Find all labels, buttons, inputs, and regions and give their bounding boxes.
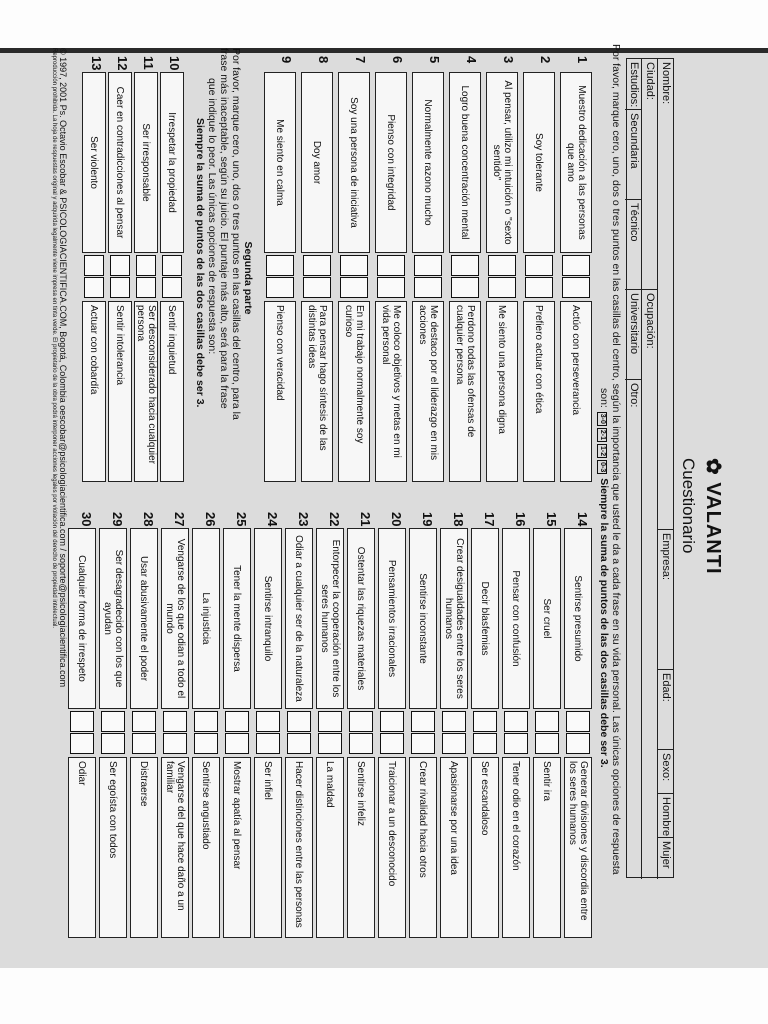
question-row [68, 512, 96, 938]
left-phrase: Vengarse de los que odian a todo el mundo [164, 538, 186, 699]
right-phrase: Mostrar apatía al pensar [231, 761, 243, 870]
left-phrase-box [560, 72, 592, 253]
question-row [440, 512, 468, 938]
question-row [502, 512, 530, 938]
right-score-box[interactable] [303, 277, 331, 298]
left-phrase-box [264, 72, 296, 253]
right-score-box[interactable] [136, 277, 156, 298]
right-phrase-box [347, 757, 375, 938]
question-row [82, 56, 106, 482]
left-score-box[interactable] [525, 255, 553, 276]
left-score-box[interactable] [377, 255, 405, 276]
header-row-2 [641, 59, 657, 879]
question-row [523, 56, 555, 482]
question-number: 12 [115, 56, 130, 71]
universitario-option[interactable]: Universitario [625, 289, 641, 379]
question-number: 4 [464, 56, 479, 64]
right-phrase: Pienso con veracidad [274, 305, 286, 401]
left-phrase: La injusticia [200, 592, 212, 645]
right-phrase-box [375, 301, 407, 482]
left-phrase-box [301, 72, 333, 253]
left-phrase-box [82, 72, 106, 253]
left-phrase: Decir blasfemias [479, 581, 491, 656]
question-row [316, 512, 344, 938]
left-phrase: Ser cruel [541, 598, 553, 639]
flower-logo-icon: ✿ [702, 458, 724, 476]
right-phrase: Ser egoísta con todos [107, 761, 119, 859]
left-phrase: Normalmente razono mucho [422, 99, 434, 226]
right-score-box[interactable] [562, 277, 590, 298]
left-score-box[interactable] [70, 711, 94, 732]
left-phrase-box [160, 72, 184, 253]
question-number: 9 [279, 56, 294, 64]
left-phrase-box [161, 528, 189, 709]
left-phrase-box [134, 72, 158, 253]
right-score-box[interactable] [132, 733, 156, 754]
right-phrase-box [502, 757, 530, 938]
left-phrase-box [375, 72, 407, 253]
question-number: 14 [575, 512, 590, 527]
header-row-1 [657, 59, 673, 879]
left-score-box[interactable] [266, 255, 294, 276]
question-number: 1 [575, 56, 590, 64]
left-phrase: Usar abusivamente el poder [138, 555, 150, 682]
right-phrase-box [223, 757, 251, 938]
question-number: 25 [234, 512, 249, 527]
question-row [161, 512, 189, 938]
right-phrase-box [130, 757, 158, 938]
tecnico-option[interactable]: Técnico [625, 199, 641, 289]
left-phrase: Caer en contradicciones al pensar [114, 86, 126, 239]
right-phrase-box [338, 301, 370, 482]
left-phrase-box [347, 528, 375, 709]
left-score-box[interactable] [303, 255, 331, 276]
right-phrase: Sentirse angustiado [200, 761, 212, 850]
sexo-label: Sexo: [658, 749, 673, 793]
question-row [409, 512, 437, 938]
left-phrase-box [449, 72, 481, 253]
left-phrase-box [223, 528, 251, 709]
question-number: 11 [141, 56, 156, 70]
right-phrase: Ser desconsiderado hacia cualquier persona [135, 305, 157, 464]
left-phrase-box [254, 528, 282, 709]
left-phrase: Tener la mente dispersa [231, 565, 243, 672]
left-phrase: Sentirse presumido [572, 575, 584, 662]
mujer-option[interactable]: Mujer [658, 837, 673, 879]
right-score-box[interactable] [318, 733, 342, 754]
left-phrase-box [130, 528, 158, 709]
footer-copyright: © 1997, 2001 Ps. Octavio Escobar & PSICOLOGIACIENTIFICA.COM, Bogotá, Colombia oescobar@psicologiacientifica.com / soporte@psicologiacientifica.com [58, 48, 68, 688]
right-phrase: La maldad [324, 761, 336, 808]
option-1-2: 1-2 [599, 446, 606, 457]
question-row [264, 56, 296, 482]
right-phrase: Me siento una persona digna [496, 305, 508, 434]
left-score-box[interactable] [414, 255, 442, 276]
question-number: 10 [167, 56, 182, 71]
left-score-box[interactable] [163, 711, 187, 732]
question-row [108, 56, 132, 482]
footer-legal: Reproducción prohibida. La hoja de respuestas original y adquirida legalmente viene impresa en tinta verde. El propietario de la obra podrá interponer acciones legales por violación del derecho de propiedad intelectual. [51, 48, 57, 629]
left-phrase: Crear desigualdades entre los seres humanos [443, 538, 465, 699]
left-score-box[interactable] [488, 255, 516, 276]
page-title: Cuestionario [679, 458, 698, 554]
right-phrase-box [378, 757, 406, 938]
left-phrase-box [192, 528, 220, 709]
right-phrase: Crear rivalidad hacia otros [417, 761, 429, 878]
right-phrase: Para pensar hago síntesis de las distintas ideas [306, 305, 328, 451]
left-phrase: Pienso con integridad [385, 114, 397, 211]
left-phrase-box [285, 528, 313, 709]
left-score-box[interactable] [84, 255, 104, 276]
right-score-box[interactable] [225, 733, 249, 754]
left-score-box[interactable] [194, 711, 218, 732]
right-score-box[interactable] [340, 277, 368, 298]
right-score-box[interactable] [163, 733, 187, 754]
left-phrase-box [316, 528, 344, 709]
part2-line-1: Por favor, marque cero, uno, dos o tres puntos en las casillas del centro, para la [230, 48, 242, 420]
right-score-box[interactable] [488, 277, 516, 298]
right-phrase-box [285, 757, 313, 938]
left-phrase: Pensar con confusión [510, 570, 522, 667]
question-row [471, 512, 499, 938]
question-number: 28 [141, 512, 156, 527]
option-3-0: 3-0 [599, 413, 606, 424]
left-phrase-box [502, 528, 530, 709]
question-row [375, 56, 407, 482]
right-phrase: Hacer distinciones entre las personas [293, 761, 305, 928]
left-score-box[interactable] [318, 711, 342, 732]
right-score-box[interactable] [451, 277, 479, 298]
right-phrase: Actuar con cobardía [88, 305, 100, 395]
left-phrase-box [564, 528, 592, 709]
question-row [134, 56, 158, 482]
right-score-box[interactable] [380, 733, 404, 754]
right-phrase: Generar divisiones y discordia entre los seres humanos [567, 761, 589, 921]
part2-title: Segunda parte [242, 241, 254, 315]
right-phrase: Ser escandaloso [479, 761, 491, 836]
left-phrase: Soy tolerante [533, 133, 545, 192]
question-number: 19 [420, 512, 435, 527]
question-number: 3 [501, 56, 516, 64]
question-number: 15 [544, 512, 559, 527]
nombre-label: Nombre: [660, 62, 672, 105]
left-phrase-box [440, 528, 468, 709]
right-score-box[interactable] [194, 733, 218, 754]
header-row-3 [625, 59, 641, 879]
question-number: 27 [172, 512, 187, 527]
right-score-box[interactable] [414, 277, 442, 298]
part2-line-2: frase más inaceptable, según su juicio. El puntaje más alto, será para la frase [218, 48, 230, 409]
question-number: 23 [296, 512, 311, 527]
left-phrase: Me siento en calma [274, 119, 286, 206]
right-score-box[interactable] [162, 277, 182, 298]
question-row [338, 56, 370, 482]
left-score-box[interactable] [411, 711, 435, 732]
question-number: 22 [327, 512, 342, 527]
right-phrase-box [161, 757, 189, 938]
left-score-box[interactable] [136, 255, 156, 276]
right-score-box[interactable] [110, 277, 130, 298]
left-phrase-box [378, 528, 406, 709]
left-score-box[interactable] [225, 711, 249, 732]
left-phrase: Odiar a cualquier ser de la naturaleza [293, 535, 305, 702]
options-prefix: son: [598, 388, 610, 408]
question-number: 17 [482, 512, 497, 527]
question-number: 8 [316, 56, 331, 64]
empresa-label: Empresa: [658, 529, 673, 619]
instructions-part1: Por favor, marque cero, uno, dos o tres puntos en las casillas del centro, según la importancia que usted le da a cada frase en su vida personal. Las únicas opciones de respuesta [610, 44, 622, 875]
left-phrase-box [412, 72, 444, 253]
right-phrase: Sentir ira [541, 761, 553, 802]
questionnaire-sheet [44, 44, 724, 958]
question-number: 16 [513, 512, 528, 527]
right-phrase-box [254, 757, 282, 938]
left-phrase: Doy amor [311, 140, 323, 185]
left-phrase: Sentirse inconstante [417, 573, 429, 664]
left-score-box[interactable] [451, 255, 479, 276]
right-score-box[interactable] [101, 733, 125, 754]
estudios-label: Estudios: [628, 62, 640, 108]
question-number: 24 [265, 512, 280, 527]
left-phrase: Soy una persona de iniciativa [348, 97, 360, 228]
right-phrase-box [316, 757, 344, 938]
ocupacion-label: Ocupación: [642, 289, 657, 489]
left-score-box[interactable] [132, 711, 156, 732]
edad-label: Edad: [658, 669, 673, 729]
left-score-box[interactable] [162, 255, 182, 276]
right-phrase-box [192, 757, 220, 938]
right-phrase-box [301, 301, 333, 482]
right-score-box[interactable] [504, 733, 528, 754]
right-score-box[interactable] [525, 277, 553, 298]
right-phrase: Ser infiel [262, 761, 274, 800]
left-phrase: Muestro dedicación a las personas que amo [565, 85, 587, 240]
question-row [192, 512, 220, 938]
left-score-box[interactable] [380, 711, 404, 732]
question-number: 30 [79, 512, 94, 527]
right-phrase: Vengarse del que hace daño a un familiar [164, 761, 186, 911]
left-score-box[interactable] [504, 711, 528, 732]
ciudad-label: Ciudad: [644, 62, 656, 100]
left-phrase: Sentirse intranquilo [262, 575, 274, 662]
right-phrase-box [560, 301, 592, 482]
right-phrase: Actúo con perseverancia [570, 305, 582, 416]
left-score-box[interactable] [287, 711, 311, 732]
question-row [378, 512, 406, 938]
right-phrase-box [486, 301, 518, 482]
question-row [486, 56, 518, 482]
left-phrase-box [99, 528, 127, 709]
left-phrase: Irrespetar la propiedad [166, 112, 178, 213]
left-score-box[interactable] [256, 711, 280, 732]
left-phrase-box [533, 528, 561, 709]
part2-line-3: que indique lo peor. Las únicas opciones de respuesta son: [206, 78, 218, 355]
right-phrase: Me coloco objetivos y metas en mi vida personal [380, 305, 402, 458]
left-score-box[interactable] [101, 711, 125, 732]
question-row [254, 512, 282, 938]
question-number: 29 [110, 512, 125, 527]
right-score-box[interactable] [287, 733, 311, 754]
hombre-option[interactable]: Hombre [658, 793, 673, 837]
right-phrase: Apasionarse por una idea [448, 761, 460, 875]
header-table [626, 58, 674, 878]
option-2-1: 2-1 [599, 429, 606, 441]
right-phrase: Me destaco por el liderazgo en mis acciones [417, 305, 439, 461]
right-phrase: Sentirse infeliz [355, 761, 367, 827]
right-phrase-box [409, 757, 437, 938]
right-score-box[interactable] [535, 733, 559, 754]
right-phrase-box [134, 301, 158, 482]
left-phrase: Ostentar las riquezas materiales [355, 546, 367, 691]
right-score-box[interactable] [349, 733, 373, 754]
left-phrase-box [486, 72, 518, 253]
left-score-box[interactable] [442, 711, 466, 732]
question-number: 26 [203, 512, 218, 527]
question-row [99, 512, 127, 938]
question-row [412, 56, 444, 482]
option-0-3: 0-3 [599, 462, 606, 473]
left-phrase-box [68, 528, 96, 709]
right-phrase: Odiar [76, 761, 88, 786]
right-score-box[interactable] [84, 277, 104, 298]
options-suffix: Siempre la suma de puntos de las dos casillas debe ser 3. [598, 478, 610, 768]
right-phrase-box [440, 757, 468, 938]
right-phrase-box [523, 301, 555, 482]
question-row [130, 512, 158, 938]
left-phrase-box [338, 72, 370, 253]
left-phrase: Pensamientos irracionales [386, 559, 398, 678]
left-score-box[interactable] [473, 711, 497, 732]
right-score-box[interactable] [377, 277, 405, 298]
right-score-box[interactable] [256, 733, 280, 754]
question-number: 18 [451, 512, 466, 527]
right-score-box[interactable] [473, 733, 497, 754]
left-phrase-box [108, 72, 132, 253]
left-phrase-box [523, 72, 555, 253]
logo [701, 458, 726, 575]
right-phrase-box [82, 301, 106, 482]
right-phrase: Tener odio en el corazón [510, 761, 522, 871]
question-number: 21 [358, 512, 373, 527]
right-phrase-box [68, 757, 96, 938]
right-phrase-box [449, 301, 481, 482]
right-phrase-box [108, 301, 132, 482]
right-phrase-box [564, 757, 592, 938]
instructions-part1-options [597, 388, 610, 908]
left-phrase-box [409, 528, 437, 709]
question-number: 20 [389, 512, 404, 527]
left-phrase-box [471, 528, 499, 709]
question-row [564, 512, 592, 938]
photo-top-margin [0, 0, 768, 50]
otro-option[interactable]: Otro: [625, 379, 641, 579]
question-number: 7 [353, 56, 368, 64]
left-score-box[interactable] [340, 255, 368, 276]
right-phrase: Distraerse [138, 761, 150, 807]
part2-line-4: Siempre la suma de puntos de las dos casillas debe ser 3. [194, 118, 206, 408]
right-phrase-box [533, 757, 561, 938]
right-score-box[interactable] [266, 277, 294, 298]
question-row [449, 56, 481, 482]
left-score-box[interactable] [535, 711, 559, 732]
logo-text: VALANTI [702, 482, 724, 575]
right-phrase-box [412, 301, 444, 482]
right-phrase-box [471, 757, 499, 938]
left-score-box[interactable] [349, 711, 373, 732]
right-phrase-box [160, 301, 184, 482]
question-number: 13 [89, 56, 104, 71]
right-phrase: Sentir intolerancia [114, 305, 126, 386]
right-score-box[interactable] [442, 733, 466, 754]
right-score-box[interactable] [70, 733, 94, 754]
left-score-box[interactable] [566, 711, 590, 732]
question-row [223, 512, 251, 938]
left-phrase: Ser irresponsable [140, 123, 152, 202]
left-score-box[interactable] [110, 255, 130, 276]
secundaria-option[interactable]: Secundaria [625, 109, 641, 199]
left-phrase: Ser desagradecido con los que ayudan [102, 549, 124, 688]
right-phrase: Sentir inquietud [166, 305, 178, 375]
right-phrase: Prefiero actuar con ética [533, 305, 545, 414]
photo-bottom-margin [0, 968, 768, 1024]
right-phrase: Perdono todas las ofensas de cualquier persona [454, 305, 476, 438]
right-score-box[interactable] [411, 733, 435, 754]
question-number: 5 [427, 56, 442, 64]
question-row [533, 512, 561, 938]
question-number: 2 [538, 56, 553, 64]
question-row [301, 56, 333, 482]
left-phrase: Ser violento [88, 136, 100, 189]
right-phrase: En mi trabajo normalmente soy curioso [343, 305, 365, 444]
right-phrase-box [99, 757, 127, 938]
right-score-box[interactable] [566, 733, 590, 754]
right-phrase: Traicionar a un desconocido [386, 761, 398, 887]
left-phrase: Cualquier forma de irrespeto [76, 555, 88, 682]
question-number: 6 [390, 56, 405, 64]
question-row [160, 56, 184, 482]
question-row [285, 512, 313, 938]
left-phrase: Logro buena concentración mental [459, 85, 471, 240]
question-row [347, 512, 375, 938]
left-score-box[interactable] [562, 255, 590, 276]
right-phrase-box [264, 301, 296, 482]
left-phrase: Al pensar, utilizo mi intuición o "sexto sentido" [491, 80, 513, 245]
question-row [560, 56, 592, 482]
left-phrase: Entorpecer la cooperación entre los seres humanos [319, 539, 341, 698]
